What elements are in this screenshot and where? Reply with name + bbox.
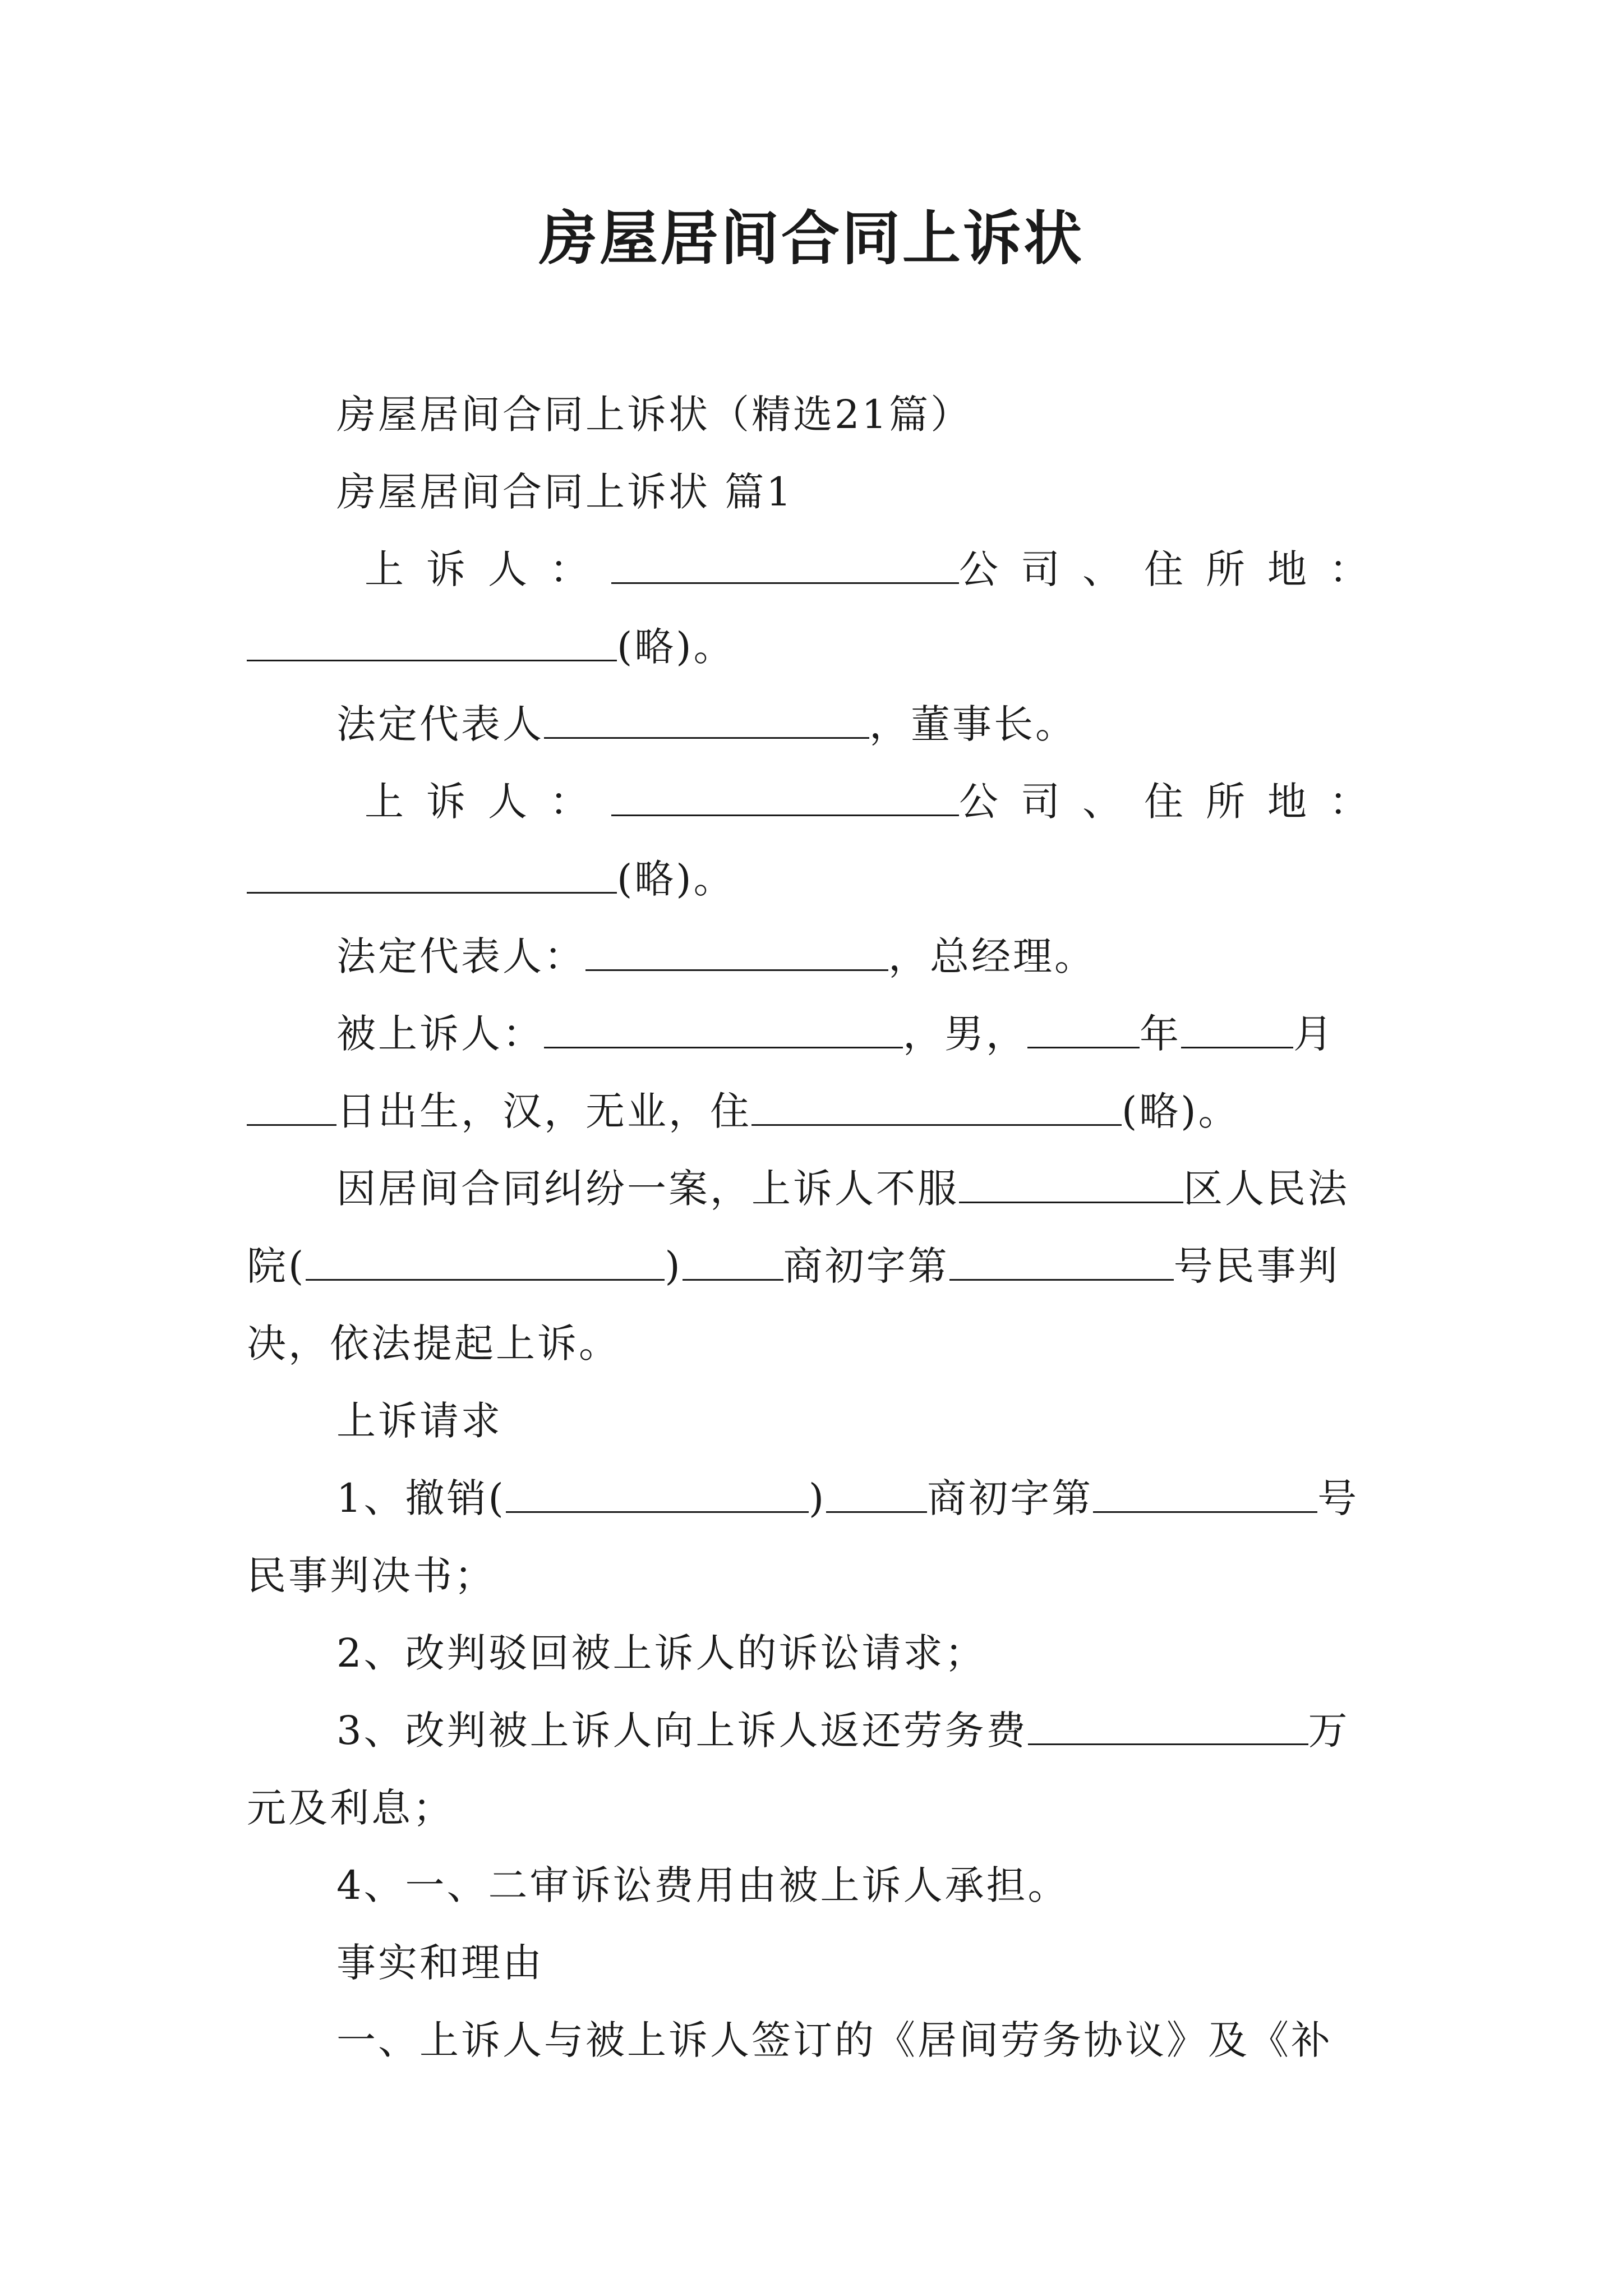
case-court-blank	[683, 1227, 783, 1281]
claim-3-cont: 元及利息；	[247, 1785, 454, 1831]
birth-month-blank	[1181, 995, 1293, 1048]
facts-1: 一、上诉人与被上诉人签订的《居间劳务协议》及《补	[336, 2017, 1332, 2063]
appellant-1-mid: 公司、住所地：	[959, 546, 1391, 592]
subtitle: 房屋居间合同上诉状（精选21篇）	[336, 392, 972, 438]
rep-2-line	[247, 918, 1391, 995]
rep-1-post: ，董事长。	[869, 701, 1077, 747]
appellee-line	[247, 995, 1391, 1073]
appellee-gender: ，男，	[903, 1011, 1027, 1057]
claim-1-end: 号	[1317, 1475, 1359, 1521]
claim-2: 2、改判驳回被上诉人的诉讼请求；	[336, 1630, 986, 1676]
birth-year-label: 年	[1140, 1011, 1181, 1057]
appellant-1-cont	[247, 608, 1391, 685]
appellant-1-label: 上诉人：	[365, 546, 611, 592]
claim-3-end: 万	[1308, 1708, 1350, 1754]
case-p1: 因居间合同纠纷一案，上诉人不服	[336, 1166, 959, 1212]
claim-4: 4、一、二审诉讼费用由被上诉人承担。	[336, 1862, 1069, 1908]
birth-day-blank	[247, 1073, 336, 1126]
claim-1-pre: 1、撤销(	[336, 1475, 506, 1521]
appellee-address-blank	[751, 1073, 1122, 1126]
appellant-2-blank	[611, 763, 959, 816]
claim-1-cont: 民事判决书；	[247, 1553, 496, 1599]
case-year-blank	[306, 1227, 665, 1281]
district-blank	[959, 1150, 1183, 1203]
claim-3-pre: 3、改判被上诉人向上诉人返还劳务费	[336, 1708, 1028, 1754]
appellee-label: 被上诉人：	[336, 1011, 544, 1057]
rep-2-blank	[585, 918, 888, 971]
fee-amount-blank	[1028, 1692, 1308, 1745]
case-line-1	[247, 1150, 1391, 1227]
document-title: 房屋居间合同上诉状	[538, 204, 1084, 273]
claim-1-number-blank	[1093, 1460, 1317, 1513]
case-line-2	[247, 1227, 1391, 1305]
case-line-3: 决，依法提起上诉。	[247, 1320, 620, 1366]
rep-1-blank	[544, 685, 869, 739]
case-number-blank	[949, 1227, 1174, 1281]
claim-1-court-blank	[826, 1460, 927, 1513]
appellant-2-line	[247, 763, 1391, 840]
claim-1-year-blank	[506, 1460, 809, 1513]
appellee-day-rest: 日出生，汉，无业，住	[336, 1088, 751, 1134]
birth-month-label: 月	[1293, 1011, 1335, 1057]
case-p2-word: 商初字第	[783, 1243, 949, 1289]
rep-2-post: ，总经理。	[888, 933, 1096, 979]
claims-heading: 上诉请求	[336, 1398, 502, 1444]
appellant-1-blank	[611, 531, 959, 584]
appellant-1-line	[247, 531, 1391, 608]
appellant-1-address-blank	[247, 608, 617, 661]
facts-heading: 事实和理由	[336, 1940, 544, 1986]
claim-3-line	[247, 1692, 1391, 1769]
claim-1-mid: )	[808, 1475, 827, 1521]
case-p2-mid: )	[665, 1243, 683, 1289]
case-p2-end: 号民事判	[1173, 1243, 1340, 1289]
birth-year-blank	[1027, 995, 1140, 1048]
appellant-2-label: 上诉人：	[365, 779, 611, 825]
rep-1-line	[247, 685, 1391, 763]
rep-2-pre: 法定代表人：	[336, 933, 585, 979]
case-p2-start: 院(	[247, 1243, 306, 1289]
claim-1-word: 商初字第	[927, 1475, 1094, 1521]
appellee-name-blank	[544, 995, 903, 1048]
case-p1-end: 区人民法	[1183, 1166, 1349, 1212]
appellant-2-tail: (略)。	[617, 856, 735, 902]
appellant-1-tail: (略)。	[617, 624, 735, 670]
appellant-2-address-blank	[247, 840, 617, 894]
rep-1-pre: 法定代表人	[336, 701, 544, 747]
appellant-2-cont	[247, 840, 1391, 918]
section-heading: 房屋居间合同上诉状 篇1	[336, 469, 794, 515]
appellee-tail: (略)。	[1122, 1088, 1240, 1134]
appellee-cont	[247, 1073, 1391, 1150]
claim-1-line	[247, 1460, 1391, 1537]
appellant-2-mid: 公司、住所地：	[959, 779, 1391, 825]
